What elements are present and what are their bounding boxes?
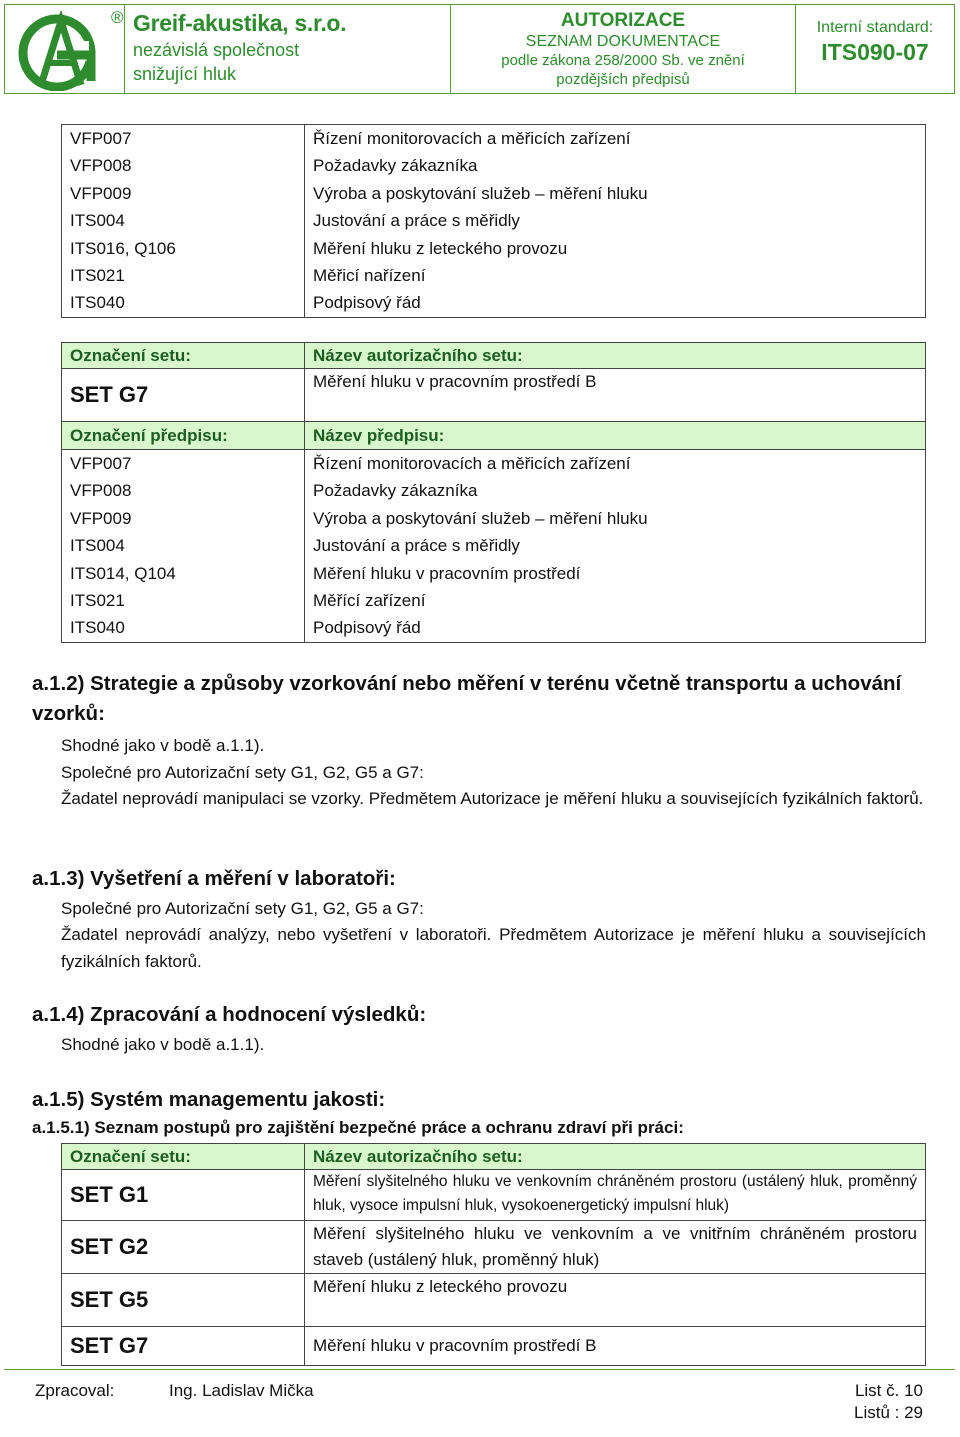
footer-author: Ing. Ladislav Mička <box>169 1381 314 1400</box>
reg-name: Justování a práce s měřidly <box>313 211 520 231</box>
reg-name: Měřící zařízení <box>313 590 426 610</box>
code-column <box>62 125 305 318</box>
reg-name: Měření hluku z leteckého provozu <box>313 238 568 258</box>
set-label: Označení setu: <box>62 343 305 369</box>
section-heading-a15: a.1.5) Systém managementu jakosti: <box>32 1088 386 1111</box>
set-name: Měření slyšitelného hluku ve venkovním chráněném prostoru (ustálený hluk, proměnný hluk, vysoce impulsní hluk, vysokoenergetický impulsní hluk) <box>305 1170 926 1221</box>
table-row <box>62 1274 926 1327</box>
document-title-block <box>451 5 796 93</box>
registered-mark: ® <box>111 8 124 27</box>
set-code: SET G7 <box>62 1327 305 1366</box>
reg-code: ITS021 <box>70 265 125 285</box>
set-name: Měření slyšitelného hluku ve venkovním a ve vnitřním chráněném prostoru staveb (ustálený hluk, proměnný hluk) <box>305 1221 926 1274</box>
standard-code: ITS090-07 <box>821 39 929 65</box>
document-footer <box>4 1369 955 1434</box>
company-logo-icon <box>11 11 117 91</box>
reg-code: ITS014, Q104 <box>70 563 176 583</box>
regulation-label: Označení předpisu: <box>62 422 305 450</box>
reg-code: VFP009 <box>70 508 132 528</box>
table-row <box>62 450 926 643</box>
reg-name: Podpisový řád <box>313 618 421 638</box>
regulation-name-label: Název předpisu: <box>305 422 926 450</box>
subsection-heading-a151: a.1.5.1) Seznam postupů pro zajištění bezpečné práce a ochranu zdraví při práci: <box>32 1118 684 1137</box>
standard-label: Interní standard: <box>816 19 934 36</box>
setname-value: Měření hluku v pracovním prostředí B <box>305 369 926 422</box>
set-code: SET G2 <box>62 1221 305 1274</box>
set-name: Měření hluku z leteckého provozu <box>305 1274 926 1327</box>
reg-code: VFP007 <box>70 454 132 473</box>
paragraph: Žadatel neprovádí analýzy, nebo vyšetření v laboratoři. Předmětem Autorizace je měření hluku a souvisejících fyzikálních faktorů. <box>61 925 926 971</box>
document-law: podle zákona 258/2000 Sb. ve znění <box>501 52 745 69</box>
reg-code: VFP007 <box>70 129 132 148</box>
reg-name: Požadavky zákazníka <box>313 156 478 176</box>
reg-name: Měření hluku v pracovním prostředí <box>313 563 581 583</box>
reg-name: Měřicí nařízení <box>313 265 426 285</box>
paragraph: Shodné jako v bodě a.1.1). <box>61 1035 265 1054</box>
code-column <box>62 450 305 643</box>
table-row <box>62 1170 926 1221</box>
reg-name: Požadavky zákazníka <box>313 481 478 501</box>
reg-name: Výroba a poskytování služeb – měření hluku <box>313 183 648 203</box>
section-heading-a12: a.1.2) Strategie a způsoby vzorkování nebo měření v terénu včetně transportu a uchování vzorků: <box>32 672 902 725</box>
sheet-count: Listů : 29 <box>854 1403 923 1422</box>
reg-code: VFP008 <box>70 156 132 176</box>
reg-name: Řízení monitorovacích a měřicích zařízení <box>313 129 631 148</box>
reg-name: Výroba a poskytování služeb – měření hluku <box>313 508 648 528</box>
company-block <box>111 5 451 93</box>
logo <box>5 5 125 93</box>
set-value: SET G7 <box>62 369 305 422</box>
reg-name: Justování a práce s měřidly <box>313 536 520 556</box>
reg-code: ITS040 <box>70 618 125 638</box>
reg-code: ITS021 <box>70 590 125 610</box>
document-title: AUTORIZACE <box>560 10 686 31</box>
reg-code: VFP008 <box>70 481 132 501</box>
reg-code: ITS016, Q106 <box>70 238 176 258</box>
table-row <box>62 1327 926 1366</box>
document-header <box>4 4 955 94</box>
col-header-name: Název autorizačního setu: <box>305 1144 926 1170</box>
setname-label: Název autorizačního setu: <box>305 343 926 369</box>
sets-table <box>61 1143 926 1366</box>
set-code: SET G1 <box>62 1170 305 1221</box>
company-tagline-2: snižující hluk <box>133 64 237 84</box>
reg-name: Podpisový řád <box>313 293 421 313</box>
set-name: Měření hluku v pracovním prostředí B <box>305 1327 926 1366</box>
paragraph: Žadatel neprovádí manipulaci se vzorky. Předmětem Autorizace je měření hluku a souvisejících fyzikálních faktorů. <box>61 789 924 808</box>
standard-block <box>796 5 954 93</box>
set-g7-table <box>61 342 926 643</box>
company-name: Greif-akustika, s.r.o. <box>133 10 347 36</box>
col-header-set: Označení setu: <box>62 1144 305 1170</box>
reg-code: VFP009 <box>70 183 132 203</box>
reg-name: Řízení monitorovacích a měřicích zařízení <box>313 454 631 473</box>
paragraph: Společné pro Autorizační sety G1, G2, G5 a G7: <box>61 899 424 918</box>
sheet-number: List č. 10 <box>854 1381 923 1400</box>
section-heading-a14: a.1.4) Zpracování a hodnocení výsledků: <box>32 1003 427 1026</box>
section-heading-a13: a.1.3) Vyšetření a měření v laboratoři: <box>32 867 396 890</box>
footer-label: Zpracoval: <box>35 1381 115 1400</box>
document-law-cont: pozdějších předpisů <box>556 71 690 88</box>
reg-code: ITS004 <box>70 211 125 231</box>
document-subtitle: SEZNAM DOKUMENTACE <box>525 33 721 50</box>
set-code: SET G5 <box>62 1274 305 1327</box>
regulation-table-previous <box>61 124 926 318</box>
company-tagline-1: nezávislá společnost <box>133 40 300 60</box>
reg-code: ITS040 <box>70 293 125 313</box>
paragraph: Společné pro Autorizační sety G1, G2, G5 a G7: <box>61 763 424 782</box>
paragraph: Shodné jako v bodě a.1.1). <box>61 736 265 755</box>
name-column <box>305 450 926 643</box>
table-row <box>62 1221 926 1274</box>
name-column <box>305 125 926 318</box>
reg-code: ITS004 <box>70 536 125 556</box>
